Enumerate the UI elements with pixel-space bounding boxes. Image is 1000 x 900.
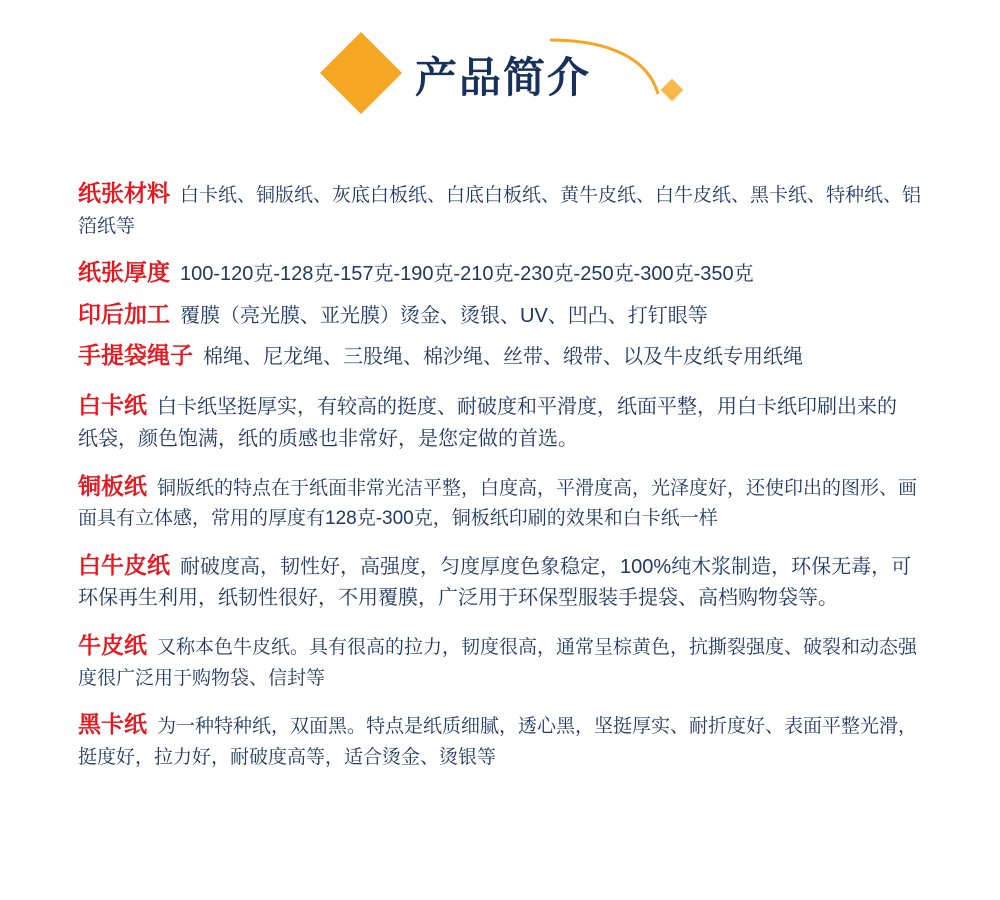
section-white-kraft-paper: [78, 548, 922, 615]
section-paper-material: [78, 176, 922, 241]
section-label: 印后加工: [78, 300, 170, 327]
content-body: [0, 150, 1000, 773]
section-label: 白牛皮纸: [78, 551, 170, 578]
section-handbag-rope: [78, 338, 922, 374]
section-label: 黑卡纸: [78, 711, 147, 738]
section-label: 白卡纸: [78, 392, 147, 418]
section-kraft-paper: [78, 628, 922, 693]
section-text: 棉绳、尼龙绳、三股绳、棉沙绳、丝带、缎带、以及牛皮纸专用纸绳: [203, 346, 803, 369]
section-text: 100-120克-128克-157克-190克-210克-230克-250克-300克-350克: [180, 263, 754, 286]
section-white-card-paper: [78, 388, 922, 455]
section-label: 纸张材料: [78, 180, 170, 206]
section-paper-thickness: [78, 255, 922, 291]
page-header: [0, 0, 1000, 150]
section-text: 铜版纸的特点在于纸面非常光洁平整，白度高，平滑度高，光泽度好，还使印出的图形、画面具有立体感，常用的厚度有128克-300克，铜板纸印刷的效果和白卡纸一样: [78, 477, 918, 530]
section-text: 耐破度高，韧性好，高强度，匀度厚度色象稳定，100%纯木浆制造，环保无毒，可环保再生利用，纸韧性很好，不用覆膜，广泛用于环保型服装手提袋、高档购物袋等。: [78, 555, 912, 610]
section-post-print-processing: [78, 297, 922, 333]
section-label: 铜板纸: [78, 472, 147, 499]
section-text: 白卡纸坚挺厚实，有较高的挺度、耐破度和平滑度，纸面平整，用白卡纸印刷出来的 纸袋，颜色饱满，纸的质感也非常好，是您定做的首选。: [78, 396, 897, 450]
section-label: 纸张厚度: [78, 259, 170, 286]
section-label: 手提袋绳子: [78, 342, 193, 369]
diamond-small-icon: [661, 79, 684, 102]
section-text: 白卡纸、铜版纸、灰底白板纸、白底白板纸、黄牛皮纸、白牛皮纸、黑卡纸、特种纸、铝箔纸等: [78, 185, 922, 237]
section-text: 覆膜（亮光膜、亚光膜）烫金、烫银、UV、凹凸、打钉眼等: [180, 304, 708, 327]
header-graphic: [320, 30, 680, 120]
section-label: 牛皮纸: [78, 632, 147, 659]
section-coated-paper: [78, 469, 922, 534]
section-black-card-paper: [78, 707, 922, 772]
diamond-shape-icon: [320, 32, 402, 114]
section-text: 为一种特种纸，双面黑。特点是纸质细腻，透心黑，坚挺厚实、耐折度好、表面平整光滑，挺度好，拉力好，耐破度高等，适合烫金、烫银等: [78, 716, 918, 769]
section-text: 又称本色牛皮纸。具有很高的拉力，韧度很高，通常呈棕黄色，抗撕裂强度、破裂和动态强度很广泛用于购物袋、信封等: [78, 637, 918, 689]
page-title: 产品简介: [414, 54, 591, 101]
